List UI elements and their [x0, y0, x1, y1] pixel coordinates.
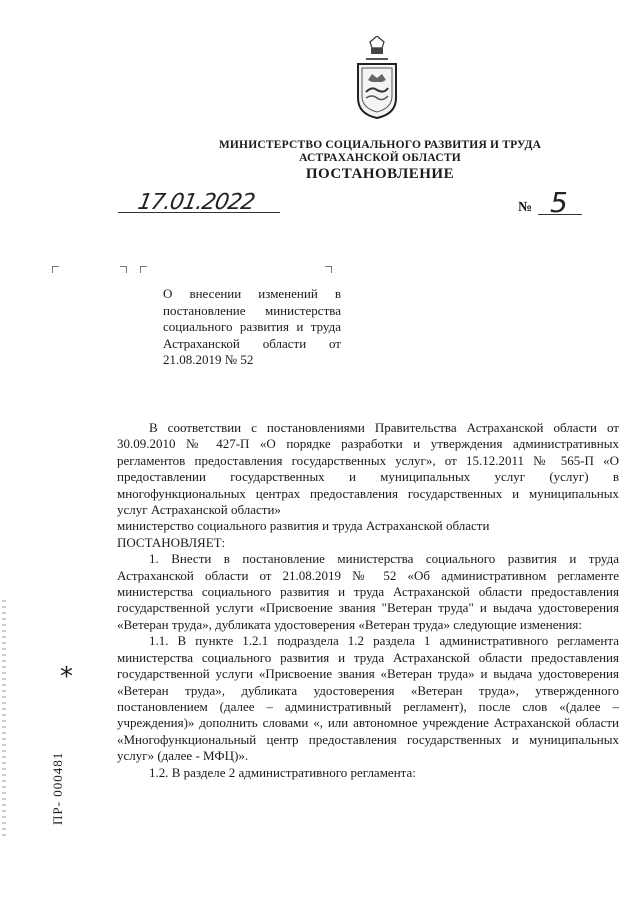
date-underline [118, 212, 280, 213]
corner-mark [52, 266, 59, 273]
ministry-name-line1: МИНИСТЕРСТВО СОЦИАЛЬНОГО РАЗВИТИЯ И ТРУДА [218, 139, 542, 151]
corner-mark [140, 266, 147, 273]
ministry-paragraph: министерство социального развития и труда Астраханской области [117, 518, 490, 534]
resolves-heading: ПОСТАНОВЛЯЕТ: [117, 534, 226, 550]
document-body [117, 420, 619, 781]
corner-mark [325, 266, 332, 273]
clause-1: 1. Внести в постановление министерства социального развития и труда Астраханской области от 21.08.2019 № 52 «Об административном регламенте министерства социального развития и труда Астраханской области предоставления государственной услуги «Присвоение звания "Ветеран труда" и выдача удостоверения «Ветеран труда», дубликата удостоверения «Ветеран труда» следующие изменения: [117, 551, 619, 632]
ministry-name-line2: АСТРАХАНСКОЙ ОБЛАСТИ [299, 152, 461, 164]
coat-of-arms-emblem [352, 36, 402, 120]
document-subject: О внесении изменений в постановление министерства социального развития и труда Астраханской области от 21.08.2019 № 52 [163, 286, 341, 367]
margin-asterisk: * [60, 662, 73, 692]
document-number: 5 [550, 186, 568, 219]
scan-edge-artifact [2, 600, 6, 840]
registration-code: ПР- 000481 [50, 751, 65, 825]
number-underline [538, 214, 582, 215]
clause-1-1: 1.1. В пункте 1.2.1 подраздела 1.2 раздела 1 административного регламента министерства социального развития и труда Астраханской области предоставления государственной услуги «Присвоение звания «Ветеран труда» и выдача удостоверения «Ветеран труда», дубликата удостоверения «Ветеран труда», утвержденного постановлением (далее – административный регламент), после слов «(далее – учреждения)» дополнить словами «, или автономное учреждение Астраханской области «Многофункциональный центр предоставления государственных и муниципальных услуг» (далее - МФЦ)». [117, 633, 619, 764]
document-date: 17.01.2022 [135, 190, 257, 215]
clause-1-2: 1.2. В разделе 2 административного регламента: [149, 764, 416, 780]
number-label: № [518, 200, 533, 215]
corner-mark [120, 266, 127, 273]
preamble-paragraph: В соответствии с постановлениями Правительства Астраханской области от 30.09.2010 № 427-П «О порядке разработки и утверждения административных регламентов предоставления государственных услуг», от 15.12.2011 № 565-П «О предоставлении государственных и муниципальных услуг (услуг) в многофункциональных центрах предоставления государственных и муниципальных услуг Астраханской области» [117, 420, 619, 518]
document-title: ПОСТАНОВЛЕНИЕ [305, 166, 455, 182]
